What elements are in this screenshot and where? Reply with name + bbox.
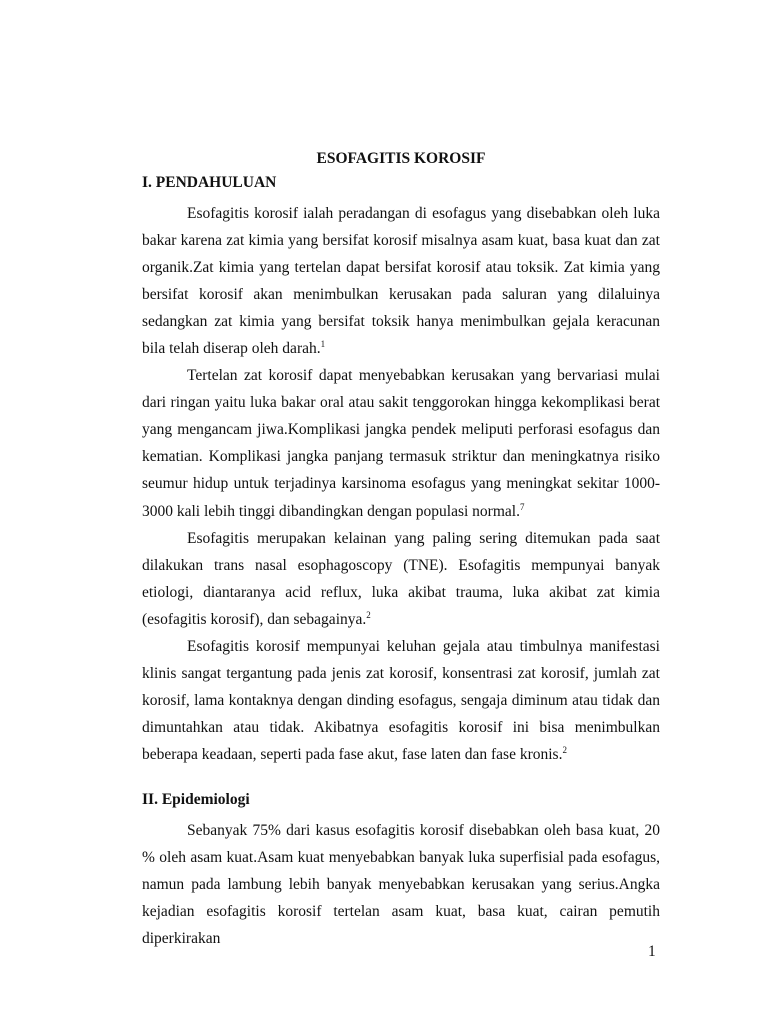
section-heading: I. PENDAHULUAN xyxy=(142,174,277,191)
paragraph-text: Sebanyak 75% dari kasus esofagitis korosif disebabkan oleh basa kuat, 20 % oleh asam kuat.Asam kuat menyebabkan banyak luka superfisial pada esofagus, namun pada lambung lebih banyak menyebabkan kerusakan yang serius.Angka kejadian esofagitis korosif tertelan asam kuat, basa kuat, cairan pemutih diperkirakan xyxy=(142,822,660,948)
paragraph-text: Esofagitis korosif mempunyai keluhan gejala atau timbulnya manifestasi klinis sangat tergantung pada jenis zat korosif, konsentrasi zat korosif, jumlah zat korosif, lama kontaknya dengan dinding esofagus, sengaja diminum atau tidak dan dimuntahkan atau tidak. Akibatnya esofagitis korosif ini bisa menimbulkan beberapa keadaan, seperti pada fase akut, fase laten dan fase kronis. xyxy=(142,637,660,763)
footnote-marker: 2 xyxy=(366,609,371,620)
footnote-marker: 2 xyxy=(562,744,567,755)
page-number: 1 xyxy=(648,943,656,960)
section-epidemiology xyxy=(142,790,660,952)
paragraph xyxy=(142,525,660,633)
paragraph-text: Esofagitis merupakan kelainan yang paling sering ditemukan pada saat dilakukan trans nasal esophagoscopy (TNE). Esofagitis mempunyai banyak etiologi, diantaranya acid reflux, luka akibat trauma, luka akibat zat kimia (esofagitis korosif), dan sebagainya. xyxy=(142,529,660,628)
paragraph xyxy=(142,633,660,768)
paragraph xyxy=(142,817,660,952)
footnote-marker: 7 xyxy=(519,501,525,512)
document-title: ESOFAGITIS KOROSIF xyxy=(316,150,486,167)
paragraph-text: Esofagitis korosif ialah peradangan di esofagus yang disebabkan oleh luka bakar karena zat kimia yang bersifat korosif misalnya asam kuat, basa kuat dan zat organik.Zat kimia yang tertelan dapat bersifat korosif atau toksik. Zat kimia yang bersifat korosif akan menimbulkan kerusakan pada saluran yang dilaluinya sedangkan zat kimia yang bersifat toksik hanya menimbulkan gejala keracunan bila telah diserap oleh darah. xyxy=(142,205,660,358)
paragraph xyxy=(142,362,660,524)
section-heading: II. Epidemiologi xyxy=(142,791,250,808)
paragraph xyxy=(142,200,660,362)
footnote-marker: 1 xyxy=(320,339,326,350)
section-introduction xyxy=(142,173,660,768)
paragraph-text: Tertelan zat korosif dapat menyebabkan kerusakan yang bervariasi mulai dari ringan yaitu luka bakar oral atau sakit tenggorokan hingga kekomplikasi berat yang mengancam jiwa.Komplikasi jangka pendek meliputi perforasi esofagus dan kematian. Komplikasi jangka panjang termasuk striktur dan meningkatnya risiko seumur hidup untuk terjadinya karsinoma esofagus yang meningkat sekitar 1000-3000 kali lebih tinggi dibandingkan dengan populasi normal. xyxy=(142,367,660,520)
